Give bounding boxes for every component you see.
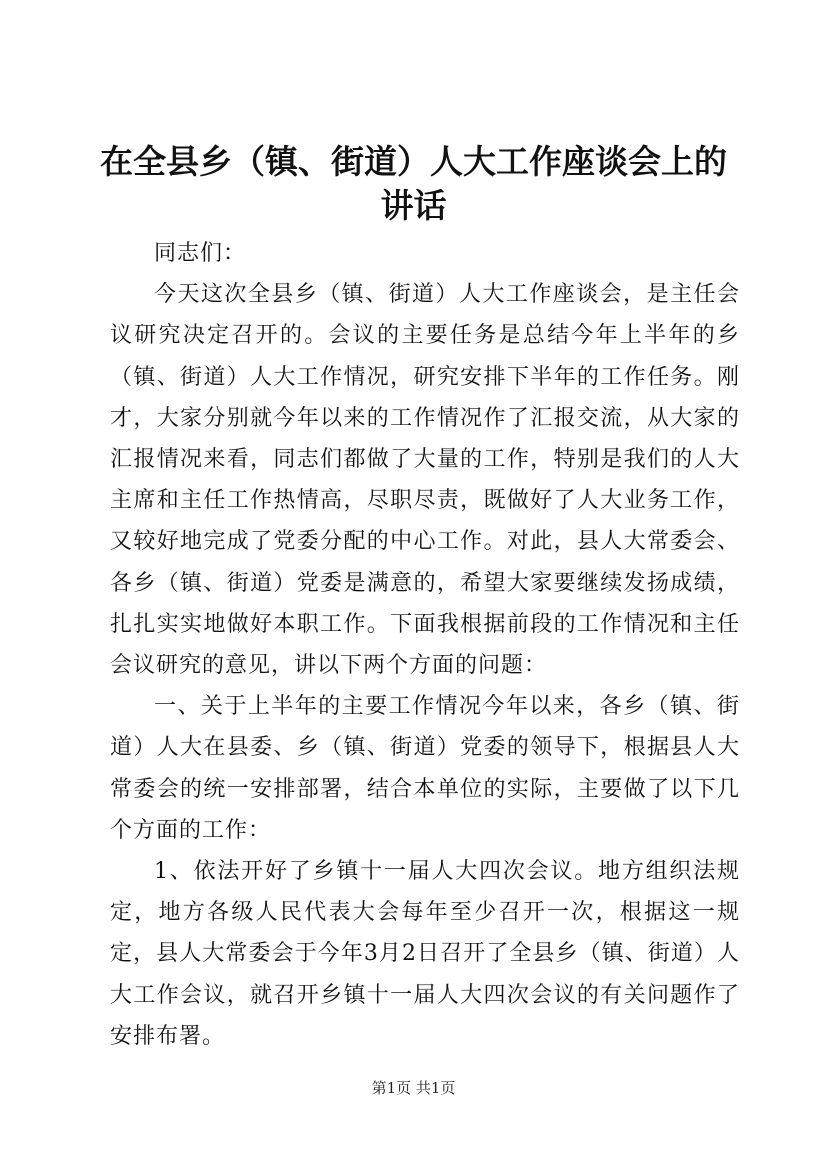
salutation-paragraph: 同志们： bbox=[154, 241, 247, 266]
page-number-footer: 第1页 共1页 bbox=[371, 1079, 456, 1097]
document-body bbox=[110, 233, 740, 1057]
body-paragraph: 1、依法开好了乡镇十一届人大四次会议。地方组织法规定，地方各级人民代表大会每年至少召开一次，根据这一规定，县人大常委会于今年3月2日召开了全县乡（镇、街道）人大工作会议，就召开乡镇十一届人大四次会议的有关问题作了安排布署。 bbox=[110, 859, 740, 1049]
body-paragraph: 今天这次全县乡（镇、街道）人大工作座谈会，是主任会议研究决定召开的。会议的主要任务是总结今年上半年的乡（镇、街道）人大工作情况，研究安排下半年的工作任务。刚才，大家分别就今年以来的工作情况作了汇报交流，从大家的汇报情况来看，同志们都做了大量的工作，特别是我们的人大主席和主任工作热情高，尽职尽责，既做好了人大业务工作，又较好地完成了党委分配的中心工作。对此，县人大常委会、各乡（镇、街道）党委是满意的，希望大家要继续发扬成绩，扎扎实实地做好本职工作。下面我根据前段的工作情况和主任会议研究的意见，讲以下两个方面的问题： bbox=[110, 282, 740, 679]
body-paragraph: 一、关于上半年的主要工作情况今年以来，各乡（镇、街道）人大在县委、乡（镇、街道）党委的领导下，根据县人大常委会的统一安排部署，结合本单位的实际，主要做了以下几个方面的工作： bbox=[110, 694, 740, 843]
document-title: 在全县乡（镇、街道）人大工作座谈会上的讲话 bbox=[100, 142, 727, 225]
